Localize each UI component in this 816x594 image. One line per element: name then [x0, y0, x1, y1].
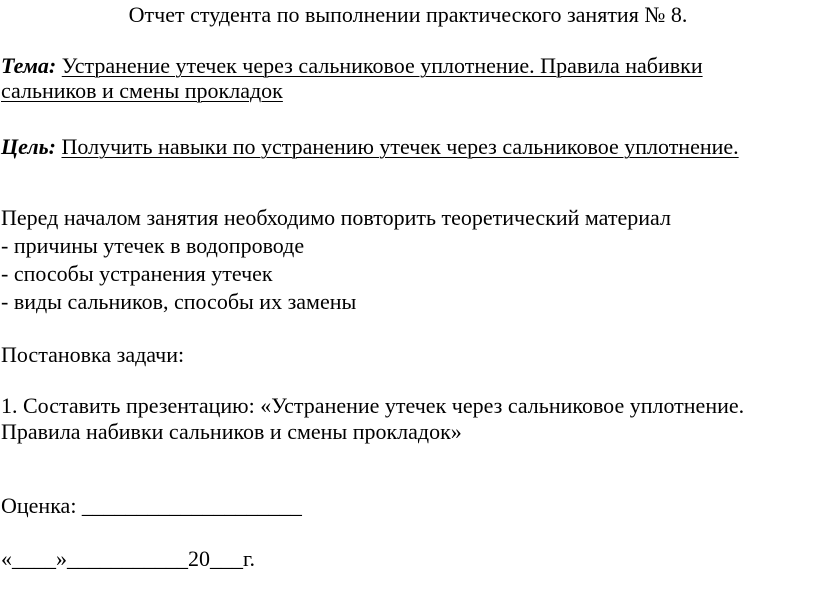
topic-line-2: [1, 77, 283, 105]
task-heading: Постановка задачи:: [1, 342, 185, 367]
task-line-2: Правила набивки сальников и смены прокладок»: [1, 419, 462, 444]
preparation-item: - виды сальников, способы их замены: [1, 289, 357, 314]
preparation-item: - способы устранения утечек: [1, 261, 273, 286]
topic-line-1: [1, 52, 703, 80]
report-title: Отчет студента по выполнении практического занятия № 8.: [128, 2, 688, 27]
topic-label: Тема:: [1, 53, 57, 78]
task-line-1: 1. Составить презентацию: «Устранение утечек через сальниковое уплотнение.: [1, 393, 745, 418]
preparation-intro: Перед началом занятия необходимо повторить теоретический материал: [1, 205, 671, 230]
topic-text-2: сальников и смены прокладок: [1, 78, 283, 103]
goal-label: Цель:: [1, 134, 56, 159]
preparation-item: - причины утечек в водопроводе: [1, 233, 305, 258]
grade-field: Оценка: ____________________: [1, 493, 302, 518]
goal-line: [1, 133, 739, 161]
date-field: «____»___________20___г.: [1, 546, 256, 571]
topic-text-1: Устранение утечек через сальниковое уплотнение. Правила набивки: [61, 53, 703, 78]
goal-text: Получить навыки по устранению утечек через сальниковое уплотнение.: [61, 134, 739, 159]
